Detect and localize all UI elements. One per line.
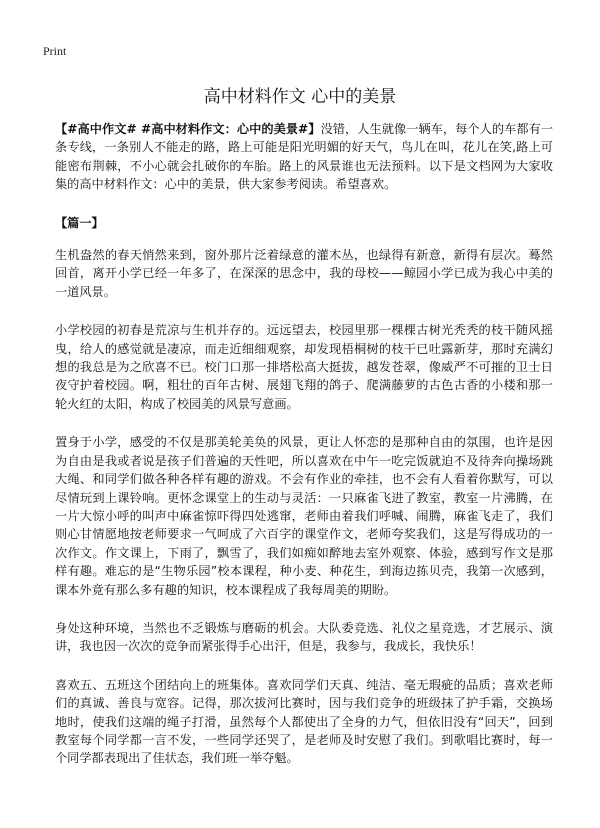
article-body — [55, 120, 553, 788]
section-heading: 【篇一】 — [55, 215, 104, 230]
lead-text: 没错，人生就像一辆车，每个人的车都有一条专线，一条别人不能走的路，路上可能是阳光明媚的好天气，鸟儿在叫，花儿在笑,路上可能密布荆棘，不小心就会扎破你的车胎。路上的风景谁也无法预料。以下是文档网为大家收集的高中材料作文：心中的美景，供大家参考阅读。希望喜欢。 — [55, 122, 554, 192]
paragraph: 小学校园的初春是荒凉与生机并存的。远远望去，校园里那一棵棵古树光秃秃的枝干随风摇曳，给人的感觉就是凄凉，而走近细细观察，却发现梧桐树的枝干已吐露新芽，那时充满幻想的我总是为之欣喜不已。校门口那一排塔松高大挺拔，越发苍翠，像威严不可摧的卫士日夜守护着校园。啊，粗壮的百年古树、展翅飞翔的鸽子、爬满藤萝的古色古香的小楼和那一轮火红的太阳，构成了校园美的风景写意画。 — [55, 323, 553, 411]
paragraph: 置身于小学，感受的不仅是那美轮美奂的风景，更让人怀恋的是那种自由的氛围，也许是因为自由是我或者说是孩子们普遍的天性吧，所以喜欢在中午一吃完饭就迫不及待奔向操场跳大绳、和同学们做各种各样有趣的游戏。不会有作业的牵挂，也不会有人看着你默写，可以尽情玩到上课铃响。更怀念课堂上的生动与灵活：一只麻雀飞进了教室，教室一片沸腾，在一片大惊小呼的叫声中麻雀惊吓得四处逃窜，老师由着我们呼喊、闹腾，麻雀飞走了，我们则心甘情愿地按老师要求一气呵成了六百字的课堂作文，老师夸奖我们，这是写得成功的一次作文。作文课上，下雨了，飘雪了，我们如痴如醉地去室外观察、体验，感到写作文是那样有趣。难忘的是“生物乐园”校本课程，种小麦、种花生，到海边拣贝壳，我第一次感到，课本外竟有那么多有趣的知识，校本课程成了我每周美的期盼。 — [55, 435, 553, 597]
paragraph: 生机盎然的春天悄然来到，窗外那片泛着绿意的灌木丛，也绿得有新意，新得有层次。蓦然回首，离开小学已经一年多了，在深深的思念中，我的母校——鲸园小学已成为我心中美的一道风景。 — [55, 248, 553, 299]
paragraph: 喜欢五、五班这个团结向上的班集体。喜欢同学们天真、纯洁、毫无瑕疵的品质；喜欢老师们的真诚、善良与宽容。记得，那次拔河比赛时，因与我们竞争的班级抹了护手霜，交换场地时，使我们这端的绳子打滑，虽然每个人都使出了全身的力气，但依旧没有“回天”，回到教室每个同学都一言不发，一些同学还哭了，是老师及时安慰了我们。到歌唱比赛时，每一个同学都表现出了佳状态，我们班一举夺魁。 — [55, 677, 553, 766]
page-title: 高中材料作文 心中的美景 — [203, 87, 397, 107]
lead-paragraph — [55, 120, 553, 194]
print-link[interactable]: Print — [43, 44, 67, 58]
lead-tag: 【#高中作文# #高中材料作文：心中的美景#】 — [55, 122, 321, 136]
paragraph: 身处这种环境，当然也不乏锻炼与磨砺的机会。大队委竞选、礼仪之星竞选，才艺展示、演讲，我也因一次次的竞争而紧张得手心出汗，但是，我参与，我成长，我快乐！ — [55, 620, 553, 654]
